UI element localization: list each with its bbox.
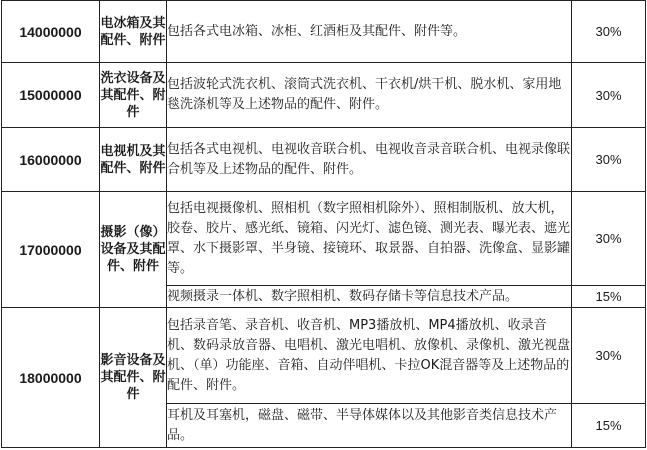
tax-rate: 30% bbox=[572, 63, 646, 128]
table-row bbox=[2, 308, 646, 404]
item-description: 包括各式电视机、电视收音联合机、电视收音录音联合机、电视录像联合机等及上述物品的配件、附件。 bbox=[167, 128, 572, 192]
tax-rate: 30% bbox=[572, 1, 646, 63]
tax-rate: 30% bbox=[572, 308, 646, 404]
tax-rate: 15% bbox=[572, 286, 646, 308]
category-name: 摄影（像）设备及其配件、附件 bbox=[100, 192, 167, 308]
tax-code: 16000000 bbox=[2, 128, 100, 192]
table-row bbox=[2, 63, 646, 128]
tariff-table bbox=[1, 0, 646, 448]
item-description: 包括各式电冰箱、冰柜、红酒柜及其配件、附件等。 bbox=[167, 1, 572, 63]
tax-rate: 30% bbox=[572, 192, 646, 286]
tax-rate: 30% bbox=[572, 128, 646, 192]
item-description: 包括电视摄像机、照相机（数字照相机除外）、照相制版机、放大机，胶卷、胶片、感光纸、镜箱、闪光灯、滤色镜、测光表、曝光表、遮光罩、水下摄影罩、半身镜、接镜环、取景器、自拍器、洗像盒、显影罐等。 bbox=[167, 192, 572, 286]
table-row bbox=[2, 128, 646, 192]
tax-rate: 15% bbox=[572, 404, 646, 448]
tax-code: 17000000 bbox=[2, 192, 100, 308]
table-row bbox=[2, 192, 646, 286]
item-description: 包括波轮式洗衣机、滚筒式洗衣机、干衣机/烘干机、脱水机、家用地毯洗涤机等及上述物品的配件、附件。 bbox=[167, 63, 572, 128]
item-description: 耳机及耳塞机，磁盘、磁带、半导体媒体以及其他影音类信息技术产品。 bbox=[167, 404, 572, 448]
category-name: 电视机及其配件、附件 bbox=[100, 128, 167, 192]
category-name: 电冰箱及其配件、附件 bbox=[100, 1, 167, 63]
category-name: 影音设备及其配件、附件 bbox=[100, 308, 167, 448]
category-name: 洗衣设备及其配件、附件 bbox=[100, 63, 167, 128]
tax-code: 14000000 bbox=[2, 1, 100, 63]
tax-code: 18000000 bbox=[2, 308, 100, 448]
item-description: 包括录音笔、录音机、收音机、MP3播放机、MP4播放机、收录音机、数码录放音器、电唱机、激光电唱机、放像机、录像机、激光视盘机、（单）功能座、音箱、自动伴唱机、卡拉OK混音器等及上述物品的配件、附件。 bbox=[167, 308, 572, 404]
table-row bbox=[2, 1, 646, 63]
tax-code: 15000000 bbox=[2, 63, 100, 128]
item-description: 视频摄录一体机、数字照相机、数码存储卡等信息技术产品。 bbox=[167, 286, 572, 308]
